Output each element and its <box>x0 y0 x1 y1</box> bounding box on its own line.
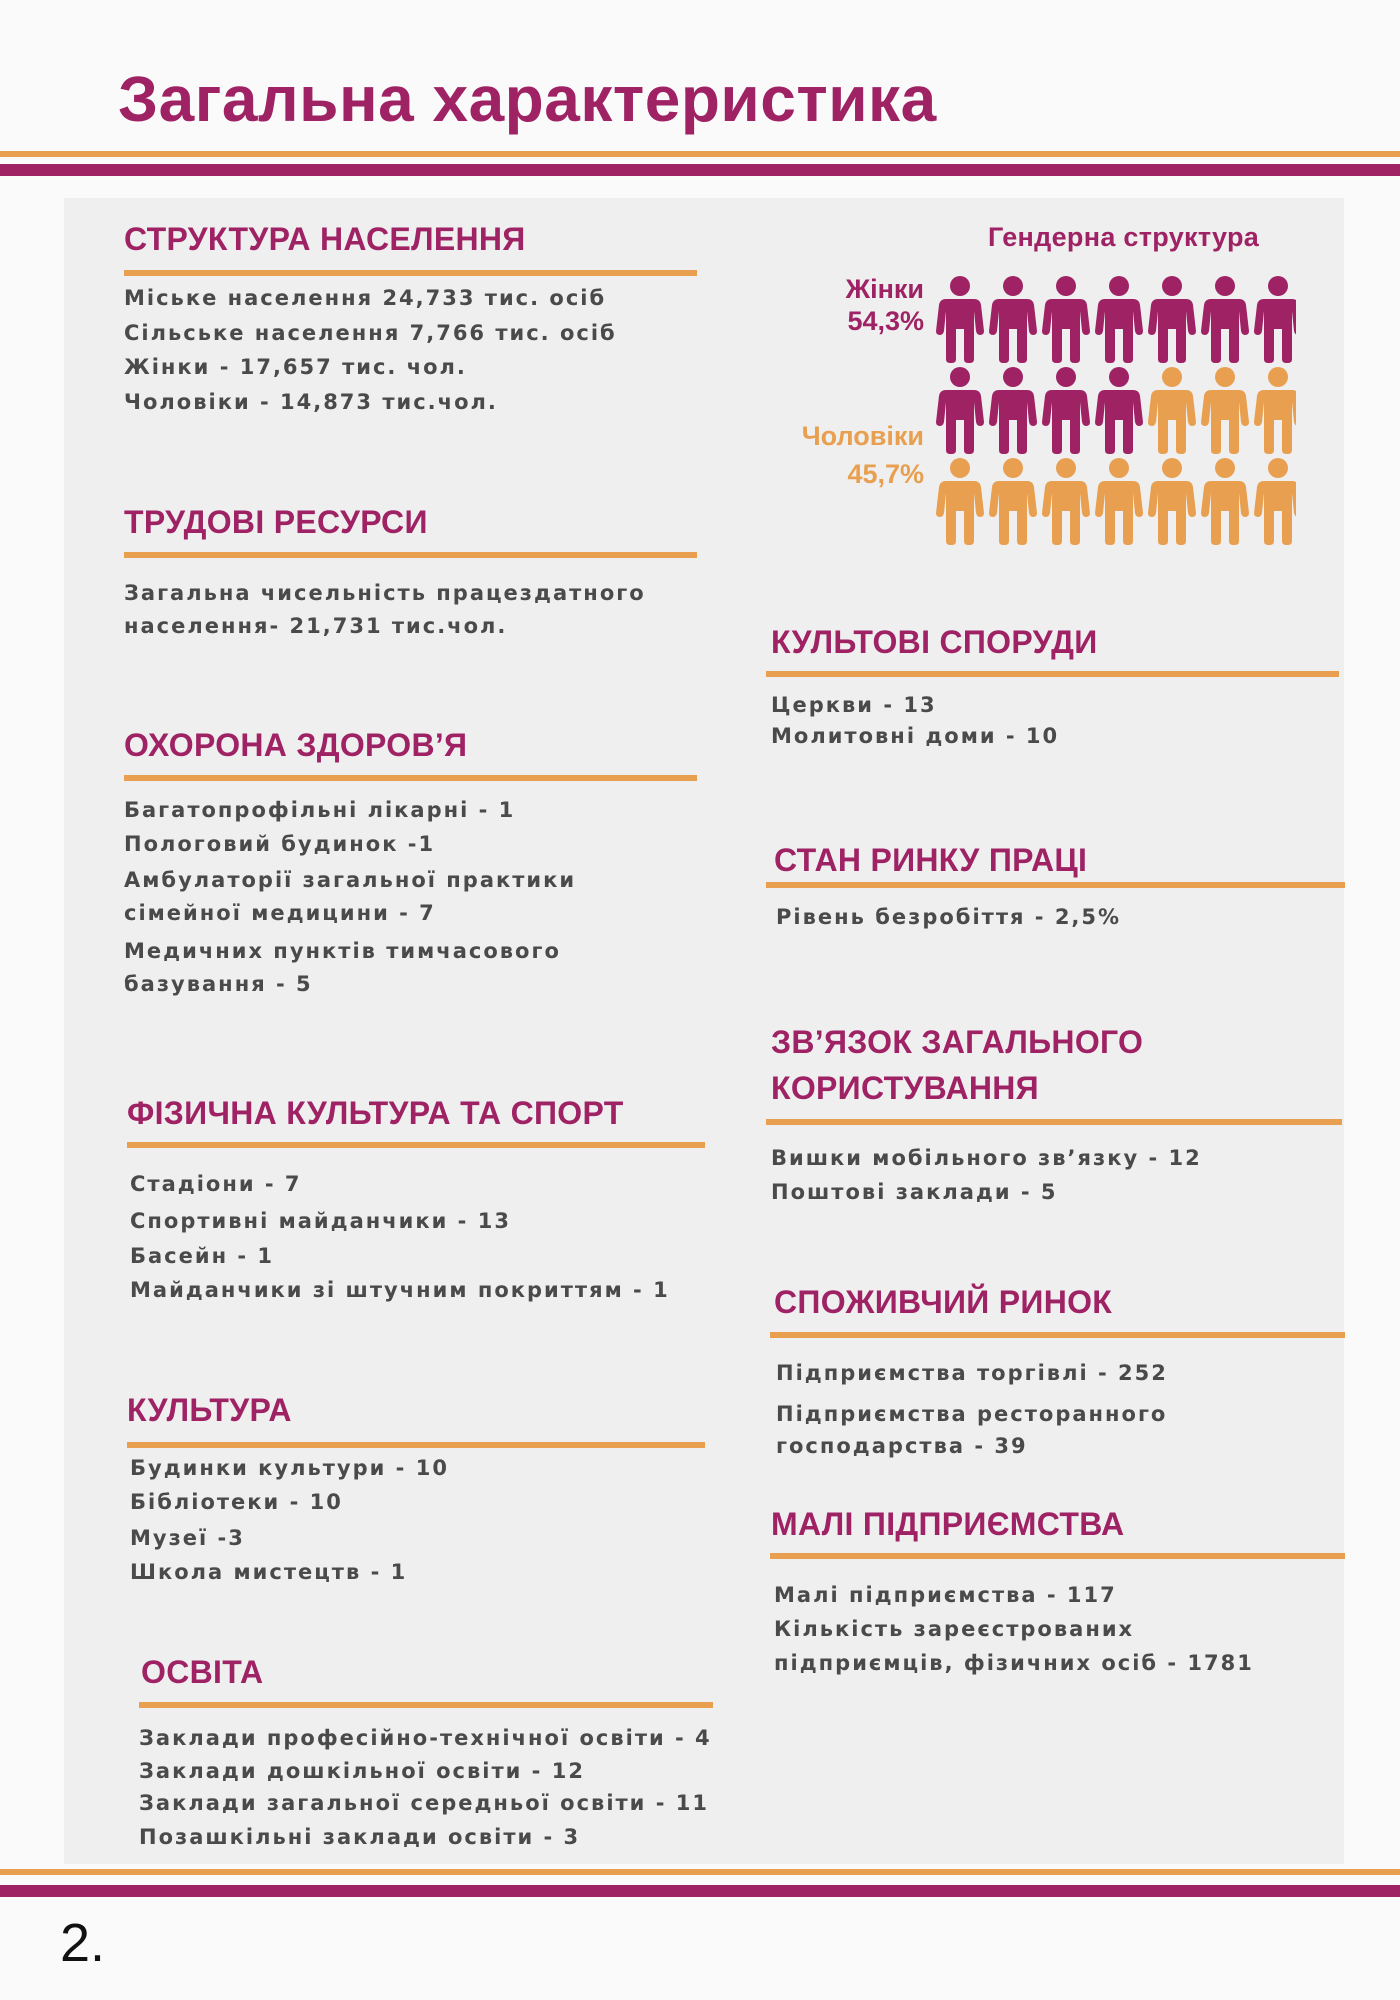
page-title: Загальна характеристика <box>118 63 937 135</box>
text-line: господарства - 39 <box>776 1434 1028 1458</box>
section-heading-religious: КУЛЬТОВІ СПОРУДИ <box>771 624 1098 660</box>
text-line: населення- 21,731 тис.чол. <box>124 614 508 638</box>
woman-person-icon <box>1201 276 1249 363</box>
text-line: Сільське населення 7,766 тис. осіб <box>124 321 617 345</box>
man-person-icon <box>936 458 984 545</box>
man-person-icon <box>1095 458 1143 545</box>
section-heading-education: ОСВІТА <box>141 1654 264 1690</box>
text-line: Рівень безробіття - 2,5% <box>776 905 1122 929</box>
text-line: Амбулаторії загальної практики <box>124 868 577 892</box>
text-line: Пологовий будинок -1 <box>124 832 436 856</box>
text-line: Малі підприємства - 117 <box>774 1583 1117 1607</box>
section-underline <box>127 1142 705 1148</box>
text-line: Майданчики зі штучним покриттям - 1 <box>130 1278 670 1302</box>
section-underline <box>770 1332 1345 1338</box>
footer-divider-orange <box>0 1869 1400 1875</box>
women-label: Жінки <box>845 274 924 304</box>
text-line: базування - 5 <box>124 972 313 996</box>
text-line: Міське населення 24,733 тис. осіб <box>124 286 607 310</box>
text-line: Заклади професійно-технічної освіти - 4 <box>139 1726 712 1750</box>
text-line: Підприємства ресторанного <box>776 1402 1168 1426</box>
text-line: сімейної медицини - 7 <box>124 901 436 925</box>
woman-person-icon <box>1042 276 1090 363</box>
men-label: Чоловіки <box>801 421 924 451</box>
header-divider-magenta <box>0 164 1400 176</box>
section-underline <box>124 552 697 558</box>
section-underline <box>124 775 697 781</box>
text-line: Вишки мобільного зв’язку - 12 <box>771 1146 1202 1170</box>
section-heading-labor: ТРУДОВІ РЕСУРСИ <box>124 504 428 540</box>
text-line: Медичних пунктів тимчасового <box>124 939 561 963</box>
man-person-icon <box>1148 367 1196 454</box>
text-line: Позашкільні заклади освіти - 3 <box>139 1825 581 1849</box>
text-line: Загальна чисельність працездатного <box>124 581 646 605</box>
section-underline <box>770 1553 1345 1559</box>
section-heading-health: ОХОРОНА ЗДОРОВ’Я <box>124 727 468 763</box>
section-heading-small-business: МАЛІ ПІДПРИЄМСТВА <box>771 1506 1125 1542</box>
women-percent: 54,3% <box>847 306 924 336</box>
text-line: Бібліотеки - 10 <box>130 1490 343 1514</box>
section-heading-population: СТРУКТУРА НАСЕЛЕННЯ <box>124 221 526 257</box>
footer-divider-magenta <box>0 1885 1400 1897</box>
text-line: Молитовні доми - 10 <box>771 724 1060 748</box>
gender-pictogram <box>936 276 1296 556</box>
man-person-icon <box>1042 458 1090 545</box>
text-line: Стадіони - 7 <box>130 1172 302 1196</box>
text-line: Басейн - 1 <box>130 1244 275 1268</box>
text-line: Підприємства торгівлі - 252 <box>776 1361 1168 1385</box>
woman-person-icon <box>1254 276 1296 363</box>
woman-person-icon <box>989 367 1037 454</box>
text-line: Чоловіки - 14,873 тис.чол. <box>124 390 498 414</box>
section-underline <box>766 671 1339 677</box>
text-line: Поштові заклади - 5 <box>771 1180 1058 1204</box>
section-heading-sport: ФІЗИЧНА КУЛЬТУРА ТА СПОРТ <box>127 1095 624 1131</box>
text-line: Музеї -3 <box>130 1526 245 1550</box>
man-person-icon <box>1201 367 1249 454</box>
woman-person-icon <box>936 276 984 363</box>
gender-chart-title: Гендерна структура <box>988 222 1260 252</box>
page-number: 2. <box>60 1913 106 1973</box>
woman-person-icon <box>1148 276 1196 363</box>
text-line: Церкви - 13 <box>771 693 937 717</box>
man-person-icon <box>1254 458 1296 545</box>
text-line: Будинки культури - 10 <box>130 1456 449 1480</box>
man-person-icon <box>1148 458 1196 545</box>
section-heading-labor-market: СТАН РИНКУ ПРАЦІ <box>774 842 1088 878</box>
man-person-icon <box>1201 458 1249 545</box>
header-divider-orange <box>0 151 1400 157</box>
text-line: Багатопрофільні лікарні - 1 <box>124 798 516 822</box>
section-heading-communication: ЗВ’ЯЗОК ЗАГАЛЬНОГО <box>771 1024 1144 1060</box>
text-line: Жінки - 17,657 тис. чол. <box>124 355 467 379</box>
man-person-icon <box>989 458 1037 545</box>
section-underline <box>766 882 1345 888</box>
man-person-icon <box>1254 367 1296 454</box>
section-underline <box>139 1702 713 1708</box>
text-line: Школа мистецтв - 1 <box>130 1560 408 1584</box>
text-line: Заклади загальної середньої освіти - 11 <box>139 1791 709 1815</box>
section-heading-consumer: СПОЖИВЧИЙ РИНОК <box>774 1284 1113 1320</box>
section-heading-culture: КУЛЬТУРА <box>127 1392 292 1428</box>
section-underline <box>766 1119 1342 1125</box>
text-line: Спортивні майданчики - 13 <box>130 1209 511 1233</box>
section-underline <box>127 1442 705 1448</box>
woman-person-icon <box>989 276 1037 363</box>
woman-person-icon <box>936 367 984 454</box>
men-percent: 45,7% <box>847 459 924 489</box>
section-underline <box>124 270 697 276</box>
text-line: Заклади дошкільної освіти - 12 <box>139 1759 585 1783</box>
woman-person-icon <box>1095 367 1143 454</box>
woman-person-icon <box>1042 367 1090 454</box>
woman-person-icon <box>1095 276 1143 363</box>
section-heading-communication-2: КОРИСТУВАННЯ <box>771 1070 1039 1106</box>
text-line: підприємців, фізичних осіб - 1781 <box>774 1651 1254 1675</box>
text-line: Кількість зареєстрованих <box>774 1617 1135 1641</box>
